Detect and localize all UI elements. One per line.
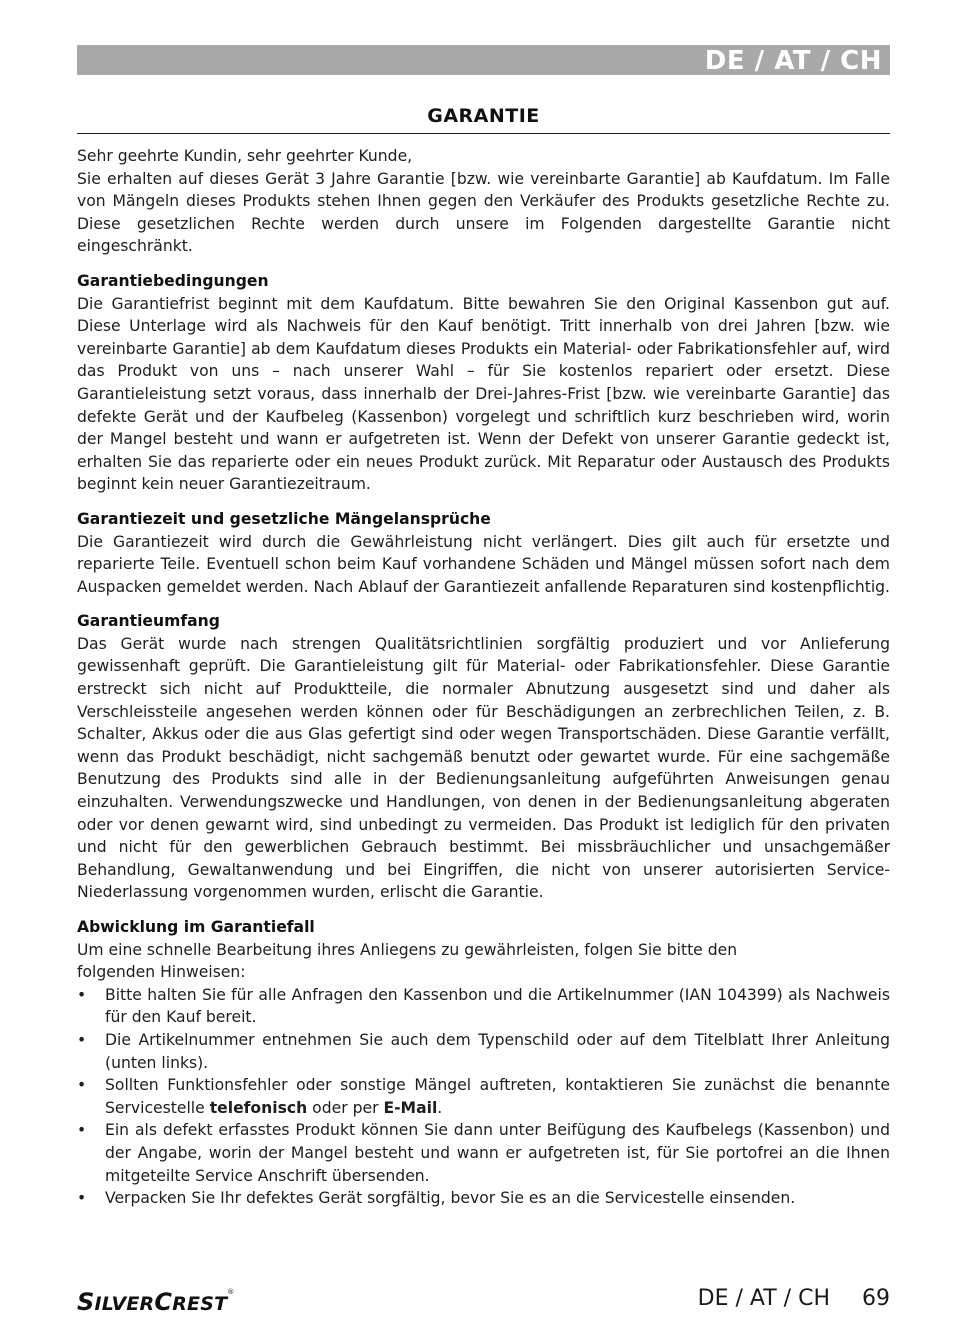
- handling-bullet-list: [77, 984, 890, 1210]
- list-item-text: Bitte halten Sie für alle Anfragen den Kassenbon und die Artikelnummer (IAN 104399) als Nachweis für den Kauf bereit.: [105, 985, 890, 1027]
- spacer: [77, 598, 890, 610]
- list-item-text: Verpacken Sie Ihr defektes Gerät sorgfältig, bevor Sie es an die Servicestelle einsenden.: [105, 1189, 796, 1208]
- section-text-scope: Das Gerät wurde nach strengen Qualitätsrichtlinien sorgfältig produziert und vor Anlieferung gewissenhaft geprüft. Die Garantieleistung gilt für Material- oder Fabrikationsfehler. Diese Garantie erstreckt sich nicht auf Produktteile, die normaler Abnutzung ausgesetzt sind und daher als Verschleissteile angesehen werden können oder für Beschädigungen an zerbrechlichen Teilen, z. B. Schalter, Akkus oder die aus Glas gefertigt sind oder wegen Transportschäden. Diese Garantie verfällt, wenn das Produkt beschädigt, nicht sachgemäß benutzt oder gewartet wurde. Für eine sachgemäße Benutzung des Produkts sind alle in der Bedienungsanleitung aufgeführten Anweisungen genau einzuhalten. Verwendungszwecke und Handlungen, von denen in der Bedienungsanleitung abgeraten oder vor denen gewarnt wird, sind unbedingt zu vermeiden. Das Produkt ist lediglich für den privaten und nicht für den gewerblichen Gebrauch bestimmt. Bei missbräuchlicher und unsachgemäßer Behandlung, Gewaltanwendung und bei Eingriffen, die nicht von unserer autorisierten Service-Niederlassung vorgenommen wurden, erlischt die Garantie.: [77, 634, 890, 902]
- section-text-warranty-period: Die Garantiezeit wird durch die Gewährleistung nicht verlängert. Dies gilt auch für ersetzte und reparierte Teile. Eventuell schon beim Kauf vorhandene Schäden und Mängel müssen sofort nach dem Auspacken gemeldet werden. Nach Ablauf der Garantiezeit anfallende Reparaturen sind kostenpflichtig.: [77, 532, 891, 596]
- document-body: [77, 145, 890, 1210]
- header-bar: [77, 45, 890, 75]
- bullet-icon: •: [77, 1030, 87, 1049]
- spacer: [77, 904, 890, 916]
- list-item: [77, 1187, 890, 1210]
- bullet-icon: •: [77, 1189, 87, 1208]
- salutation: Sehr geehrte Kundin, sehr geehrter Kunde,: [77, 147, 413, 165]
- page-title: GARANTIE: [427, 105, 540, 127]
- brand-logo: [77, 1288, 234, 1316]
- handling-intro-line2: folgenden Hinweisen:: [77, 963, 246, 982]
- list-item: [77, 1119, 890, 1187]
- list-item-text: Die Artikelnummer entnehmen Sie auch dem Typenschild oder auf dem Titelblatt Ihrer Anleitung (unten links).: [105, 1030, 890, 1072]
- email-emphasis: E-Mail: [383, 1098, 438, 1117]
- list-item-text-part3: .: [437, 1098, 443, 1117]
- bullet-icon: •: [77, 1121, 87, 1140]
- logo-part-ilver: ILVER: [94, 1293, 155, 1315]
- title-divider: [77, 133, 890, 134]
- list-item: [77, 1074, 890, 1119]
- list-item-text-part2: oder per: [307, 1098, 384, 1117]
- section-heading-conditions: Garantiebedingungen: [77, 271, 269, 290]
- phone-emphasis: telefonisch: [209, 1098, 308, 1117]
- logo-letter-s: S: [77, 1288, 95, 1316]
- page-footer: [698, 1286, 890, 1311]
- registered-mark-icon: ®: [227, 1288, 235, 1296]
- section-heading-handling: Abwicklung im Garantiefall: [77, 918, 315, 936]
- page-number: 69: [862, 1286, 890, 1311]
- list-item: [77, 984, 890, 1029]
- logo-part-rest: REST: [172, 1293, 228, 1315]
- section-text-conditions: Die Garantiefrist beginnt mit dem Kaufdatum. Bitte bewahren Sie den Original Kassenbon gut auf. Diese Unterlage wird als Nachweis für den Kauf benötigt. Tritt innerhalb von drei Jahren [bzw. wie vereinbarte Garantie] ab dem Kaufdatum dieses Produkts ein Material- oder Fabrikationsfehler auf, wird das Produkt von uns – nach unserer Wahl – für Sie kostenlos repariert oder ersetzt. Diese Garantieleistung setzt voraus, dass innerhalb der Drei-Jahres-Frist [bzw. wie vereinbarte Garantie] das defekte Gerät und der Kaufbeleg (Kassenbon) vorgelegt und schriftlich kurz beschrieben wird, worin der Mangel besteht und wann er aufgetreten ist. Wenn der Defekt von unserer Garantie gedeckt ist, erhalten Sie das reparierte oder ein neues Produkt zurück. Mit Reparatur oder Austausch des Produkts beginnt kein neuer Garantiezeitraum.: [77, 294, 890, 494]
- spacer: [77, 496, 890, 508]
- list-item-text-part1: Sollten Funktionsfehler oder sonstige Mängel auftreten, kontaktieren Sie zunächst die benannte Servicestelle: [105, 1076, 890, 1117]
- section-heading-scope: Garantieumfang: [77, 612, 220, 631]
- header-region-title: DE / AT / CH: [704, 46, 882, 76]
- list-item-text: Ein als defekt erfasstes Produkt können Sie dann unter Beifügung des Kaufbelegs (Kassenbon) und der Angabe, worin der Mangel besteht und wann er aufgetreten ist, für Sie portofrei an die Ihnen mitgeteilte Service Anschrift übersenden.: [105, 1121, 890, 1185]
- footer-region: DE / AT / CH: [697, 1286, 830, 1311]
- bullet-icon: •: [77, 985, 87, 1004]
- section-heading-warranty-period: Garantiezeit und gesetzliche Mängelansprüche: [77, 509, 491, 528]
- handling-intro-line1: Um eine schnelle Bearbeitung ihres Anliegens zu gewährleisten, folgen Sie bitte den: [77, 940, 738, 959]
- list-item: [77, 1029, 890, 1074]
- intro-paragraph: Sie erhalten auf dieses Gerät 3 Jahre Garantie [bzw. wie vereinbarte Garantie] ab Kaufdatum. Im Falle von Mängeln dieses Produkts stehen Ihnen gegen den Verkäufer des Produkts gesetzliche Rechte zu. Diese gesetzlichen Rechte werden durch unsere im Folgenden dargestellte Garantie nicht eingeschränkt.: [77, 169, 890, 256]
- spacer: [77, 258, 890, 270]
- logo-letter-c: C: [154, 1288, 173, 1316]
- bullet-icon: •: [77, 1076, 87, 1095]
